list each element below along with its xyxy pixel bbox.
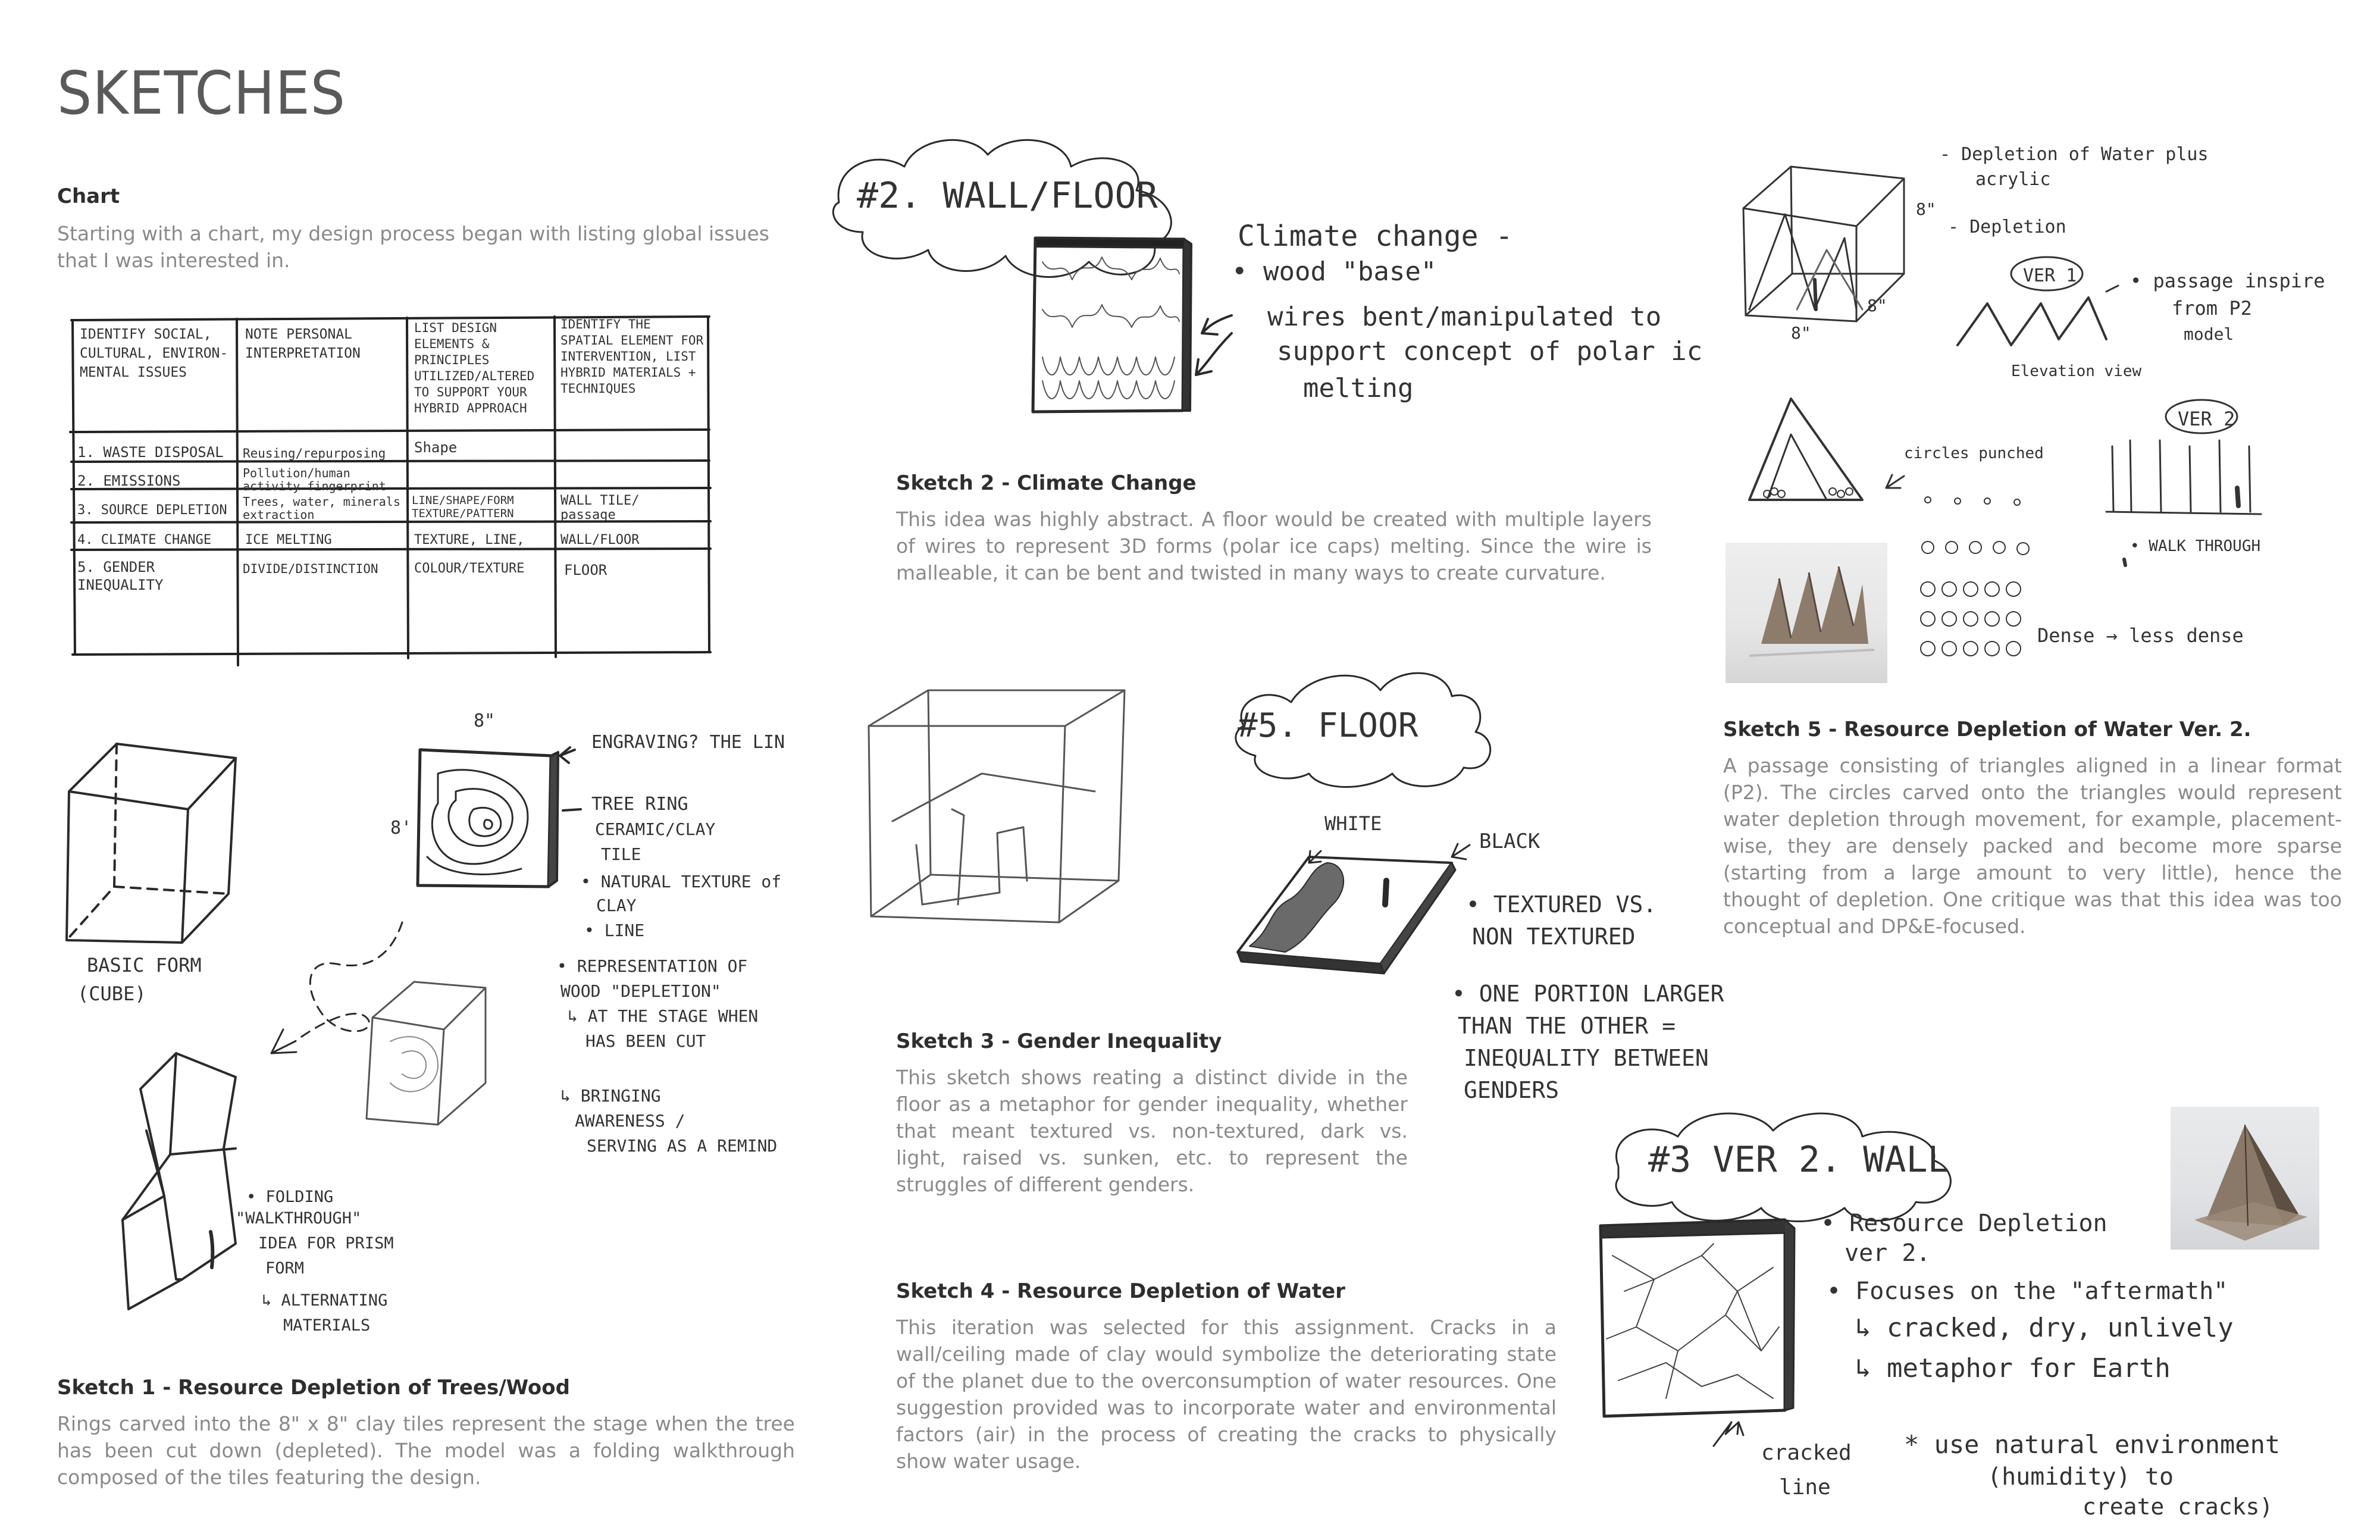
table-header-3: LIST DESIGN ELEMENTS & PRINCIPLES UTILIZED/ALTERED TO SUPPORT YOUR HYBRID APPROACH — [414, 321, 535, 415]
sketch3-textured-1: • TEXTURED VS. — [1466, 891, 1657, 918]
sketch3-one-portion-2: THAN THE OTHER = — [1458, 1013, 1676, 1039]
table-cell-r3c4: WALL TILE/ passage — [560, 493, 640, 522]
pyramid-model-shape — [2171, 1107, 2319, 1250]
sketch1-rep2: WOOD "DEPLETION" — [560, 981, 721, 1001]
sketch1-cube: (CUBE) — [77, 982, 146, 1005]
sketch4-cloud-label: #3 VER 2. WALL — [1648, 1139, 1949, 1181]
sketch3-description: This sketch shows reating a distinct divide in the floor as a metaphor for gender inequality, whether that meant textured vs. non-textured, dark vs. light, raised vs. sunken, etc. to represent the struggles of different genders. — [896, 1066, 1408, 1196]
sketch4-use-3: create cracks) — [2082, 1494, 2273, 1520]
sketch1-ceramic: CERAMIC/CLAY — [595, 819, 716, 839]
sketch2-note-3: wires bent/manipulated to — [1267, 302, 1662, 332]
sketch3-one-portion-3: INEQUALITY BETWEEN — [1464, 1045, 1709, 1071]
sketch4-cracked: cracked — [1761, 1441, 1852, 1465]
sketch1-tile: TILE — [601, 844, 641, 864]
sketch5-elevation: Elevation view — [2011, 362, 2142, 380]
sketch1-dim-top: 8" — [474, 710, 496, 731]
sketch4-focus-2: ↳ cracked, dry, unlively — [1855, 1313, 2234, 1343]
sketch5-circles: circles punched — [1904, 445, 2044, 462]
sketch5-dense: Dense → less dense — [2037, 624, 2244, 647]
sketch4-use-1: * use natural environment — [1904, 1430, 2281, 1459]
table-header-4: IDENTIFY THE SPATIAL ELEMENT FOR INTERVENTION, LIST HYBRID MATERIALS + TECHNIQUES — [560, 317, 704, 396]
table-header-2: NOTE PERSONAL INTERPRETATION — [245, 327, 361, 361]
table-cell-r4c3: TEXTURE, LINE, — [414, 533, 525, 547]
sketch4-use-2: (humidity) to — [1987, 1463, 2174, 1491]
sketch5-walk: • WALK THROUGH — [2130, 537, 2261, 555]
table-cell-r5c2: DIVIDE/DISTINCTION — [243, 562, 378, 576]
table-cell-r4c2: ICE MELTING — [245, 533, 332, 547]
table-cell-r3c2: Trees, water, minerals extraction — [243, 494, 400, 522]
table-cell-r3c3: LINE/SHAPE/FORM TEXTURE/PATTERN — [412, 494, 514, 520]
triangle-passage-shape — [1726, 543, 1887, 683]
sketch3-one-portion-1: • ONE PORTION LARGER — [1452, 981, 1724, 1007]
sketch3-cloud-label: #5. FLOOR — [1238, 706, 1418, 745]
sketch5-description: A passage consisting of triangles aligned in a linear format (P2). The circles carved onto the triangles would represent water depletion through movement, for example, placement-wise, they are densely packed and become more sparse (starting from a large amount to very little), hence the thought of depletion. One critique was that this idea was too conceptual and DP&E-focused. — [1723, 754, 2342, 938]
table-cell-r2c1: 2. EMISSIONS — [77, 472, 181, 489]
sketch2-cloud-label: #2. WALL/FLOOR — [857, 175, 1158, 217]
sketch1-heading: Sketch 1 - Resource Depletion of Trees/Wood — [57, 1376, 570, 1400]
sketch4-lines: line — [1779, 1475, 1831, 1500]
table-cell-r5c3: COLOUR/TEXTURE — [414, 561, 525, 576]
sketch5-passage-3: model — [2184, 324, 2234, 344]
table-cell-r2c2: Pollution/human activity fingerprint — [243, 466, 386, 493]
table-cell-r3c1: 3. SOURCE DEPLETION — [77, 503, 227, 518]
sketch1-rep3: ↳ AT THE STAGE WHEN — [568, 1006, 759, 1026]
sketch1-description: Rings carved into the 8" x 8" clay tiles represent the stage when the tree has been cut down (depleted). The model was a folding walkthrough composed of the tiles featuring the design. — [57, 1412, 795, 1489]
sketch5-dim-b: 8" — [1791, 323, 1811, 343]
sketch1-dim-side: 8' — [390, 818, 412, 838]
sketch1-rep1: • REPRESENTATION OF — [557, 956, 748, 976]
chart-description: Starting with a chart, my design process began with listing global issues that I was interested in. — [57, 222, 769, 272]
sketch5-ver1: VER 1 — [2023, 265, 2077, 286]
table-cell-r1c3: Shape — [414, 439, 458, 456]
sketch5-dim-a: 8" — [1916, 199, 1936, 219]
sketch2-description: This idea was highly abstract. A floor would be created with multiple layers of wires to represent 3D forms (polar ice caps) melting. Since the wire is malleable, it can be bent and twisted in many ways to create curvature. — [896, 508, 1652, 584]
sketch2-note-5: melting — [1303, 373, 1414, 403]
table-cell-r5c4: FLOOR — [564, 562, 607, 578]
sketch1-bring2: AWARENESS / — [575, 1111, 685, 1131]
sketch1-basic-form: BASIC FORM — [87, 954, 202, 976]
table-cell-r5c1: 5. GENDER INEQUALITY — [77, 559, 164, 593]
issues-table-sketch — [67, 314, 715, 665]
sketch1-bring1: ↳ BRINGING — [560, 1086, 661, 1106]
sketch1-engraving: ENGRAVING? THE LIN — [591, 732, 785, 753]
sketch4-focus-3: ↳ metaphor for Earth — [1855, 1353, 2171, 1384]
sketch4-resource-1: • Resource Depletion — [1821, 1210, 2107, 1237]
sketch1-tree-ring: TREE RING — [591, 794, 688, 815]
sketch4-resource-2: ver 2. — [1844, 1239, 1931, 1267]
sketch4-description: This iteration was selected for this assignment. Cracks in a wall/ceiling made of clay would symbolize the deteriorating state of the planet due to the overconsumption of water resources. One suggestion provided was to incorporate water and environmental factors (air) in the process of creating the cracks to physically show water usage. — [896, 1316, 1557, 1473]
table-cell-r4c1: 4. CLIMATE CHANGE — [77, 533, 212, 547]
sketch5-ver2: VER 2 — [2178, 408, 2235, 430]
sketch1-fold2: "WALKTHROUGH" — [236, 1209, 362, 1228]
sketch5-passage-2: from P2 — [2172, 297, 2252, 320]
sketch5-depletion-2: acrylic — [1975, 169, 2051, 190]
sketch1-bring3: SERVING AS A REMIND — [587, 1136, 778, 1156]
table-cell-r1c1: 1. WASTE DISPOSAL — [77, 444, 224, 461]
sketch3-black: BLACK — [1479, 830, 1540, 853]
table-header-1: IDENTIFY SOCIAL, CULTURAL, ENVIRON-MENTAL ISSUES — [80, 327, 228, 380]
sketch1-natural: • NATURAL TEXTURE of — [581, 872, 782, 891]
sketch5-dim-c: 8" — [1867, 296, 1887, 315]
sketch1-alt1: ↳ ALTERNATING — [262, 1291, 388, 1310]
triangle-passage-model-photo — [1726, 543, 1887, 683]
sketch2-drawings — [827, 131, 1703, 440]
sketch4-heading: Sketch 4 - Resource Depletion of Water — [896, 1279, 1345, 1303]
sketch5-depletion-1: - Depletion of Water plus — [1940, 144, 2209, 165]
sketch1-fold1: • FOLDING — [246, 1188, 334, 1206]
sketch3-heading: Sketch 3 - Gender Inequality — [896, 1029, 1222, 1053]
table-cell-r4c4: WALL/FLOOR — [560, 533, 640, 547]
sketch2-heading: Sketch 2 - Climate Change — [896, 471, 1197, 495]
sketch1-rep4: HAS BEEN CUT — [585, 1031, 706, 1051]
sketch3-one-portion-4: GENDERS — [1464, 1077, 1559, 1103]
sketch1-fold3: IDEA FOR PRISM — [258, 1234, 394, 1253]
sketch2-note-1: Climate change - — [1238, 220, 1513, 253]
sketch3-textured-2: NON TEXTURED — [1472, 924, 1636, 950]
sketch5-heading: Sketch 5 - Resource Depletion of Water Ver. 2. — [1723, 718, 2251, 741]
sketch1-fold4: FORM — [265, 1259, 305, 1278]
page-title: SKETCHES — [57, 58, 346, 128]
pyramid-model-photo — [2171, 1107, 2319, 1250]
sketch5-passage-1: • passage inspire — [2130, 270, 2325, 292]
sketch1-clay: CLAY — [596, 896, 637, 915]
sketch5-depletion-3: - Depletion — [1948, 217, 2066, 237]
chart-heading: Chart — [57, 184, 120, 208]
sketch4-focus-1: • Focuses on the "aftermath" — [1827, 1278, 2228, 1305]
sketch1-alt2: MATERIALS — [283, 1316, 371, 1335]
sketch3-white: WHITE — [1324, 812, 1382, 835]
sketch2-note-2: • wood "base" — [1232, 256, 1437, 287]
sketch1-line: • LINE — [584, 921, 645, 940]
table-cell-r1c2: Reusing/repurposing — [243, 446, 386, 461]
sketch2-note-4: support concept of polar ic — [1277, 336, 1703, 367]
sketch1-linework — [57, 708, 860, 1351]
sketch1-drawings — [57, 708, 860, 1351]
